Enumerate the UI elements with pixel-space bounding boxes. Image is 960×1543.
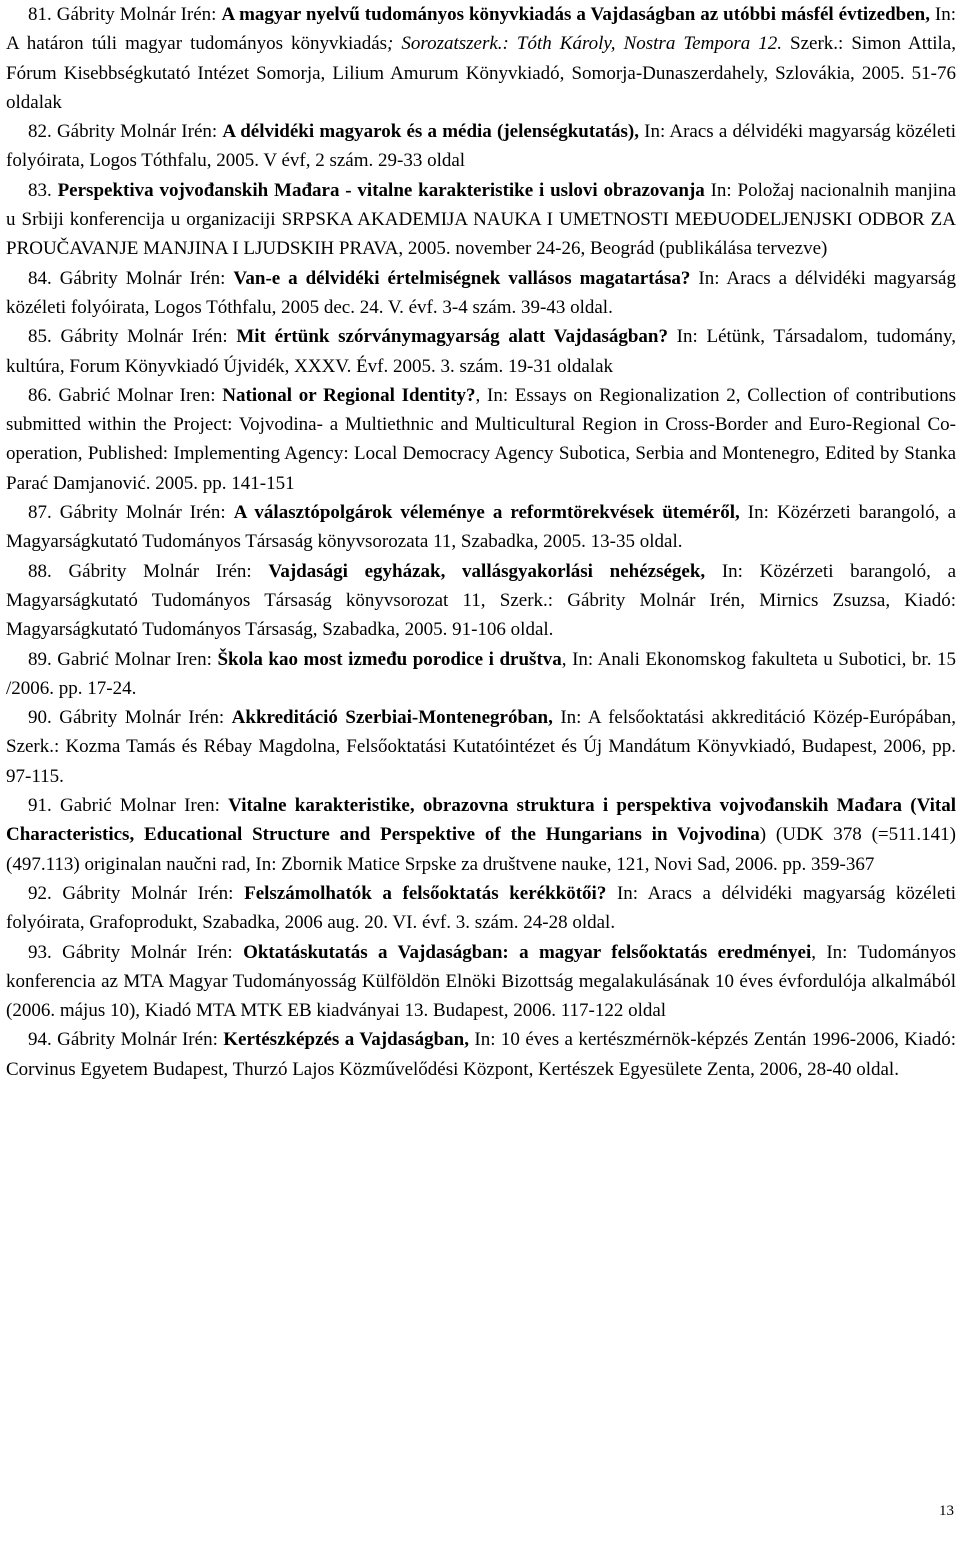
reference-entry-93 <box>6 938 956 1026</box>
entry-source: In: Aracs a délvidéki magyarság közéleti folyóirata, Grafoprodukt, Szabadka, 2006 aug. 20. VI. évf. 3. szám. 24-28 oldal. <box>6 882 957 934</box>
entry-author: Gabrić Molnar Iren: <box>59 795 220 817</box>
entry-title: Van-e a délvidéki értelmiségnek vallásos magatartása? <box>233 267 691 289</box>
entry-details: Szerk.: Simon Attila, Fórum Kisebbségkutató Intézet Somorja, Lilium Amurum Könyvkiadó, Somorja-Dunaszerdahely, Szlovákia, 2005. 51-76 oldalak <box>6 33 956 113</box>
entry-author: Gábrity Molnár Irén: <box>62 882 234 904</box>
entry-number: 89. <box>28 648 52 670</box>
reference-entry-94 <box>6 1025 956 1084</box>
entry-source: In: Aracs a délvidéki magyarság közéleti folyóirata, Logos Tóthfalu, 2005. V évf, 2 szám. 29-33 oldal <box>6 121 957 172</box>
entry-author: Gábrity Molnár Irén: <box>56 121 218 143</box>
entry-title: National or Regional Identity? <box>222 384 476 406</box>
reference-entry-81 <box>6 0 956 117</box>
entry-number: 87. <box>28 502 52 524</box>
entry-number: 91. <box>28 795 52 817</box>
entry-number: 93. <box>28 941 52 963</box>
entry-title: A választópolgárok véleménye a reformtörekvések üteméről, <box>233 502 740 524</box>
entry-number: 82. <box>28 121 52 143</box>
entry-author: Gábrity Molnár Irén: <box>59 267 226 289</box>
entry-title: Vajdasági egyházak, vallásgyakorlási nehézségek, <box>268 560 706 582</box>
entry-author: Gabrić Molnar Iren: <box>57 648 212 670</box>
entry-title: Akkreditáció Szerbiai-Montenegróban, <box>231 707 553 729</box>
entry-title: Kertészképzés a Vajdaságban, <box>223 1029 469 1051</box>
entry-source: In: 10 éves a kertészmérnök-képzés Zentán 1996-2006, Kiadó: Corvinus Egyetem Budapest, Thurzó Lajos Közművelődési Központ, Kertészek Egyesülete Zenta, 2006, 28-40 oldal. <box>6 1029 956 1080</box>
entry-source: In: Aracs a délvidéki magyarság közéleti folyóirata, Logos Tóthfalu, 2005 dec. 24. V. évf. 3-4 szám. 39-43 oldal. <box>6 267 956 318</box>
entry-title: Škola kao most između porodice i društva <box>217 648 562 670</box>
entry-title: A magyar nyelvű tudományos könyvkiadás a Vajdaságban az utóbbi másfél évtizedben, <box>221 4 930 25</box>
entry-number: 88. <box>28 560 52 582</box>
reference-entry-83 <box>6 176 956 264</box>
entry-author: Gábrity Molnár Irén: <box>62 941 233 963</box>
entry-author: Gábrity Molnár Irén: <box>57 1029 218 1051</box>
entry-number: 94. <box>28 1029 52 1051</box>
entry-source: , In: Anali Ekonomskog fakulteta u Subotici, br. 15 /2006. pp. 17-24. <box>6 648 957 699</box>
reference-entry-82 <box>6 117 956 176</box>
entry-source: In: Közérzeti barangoló, a Magyarságkutató Tudományos Társaság könyvsorozata 11, Szabadka, 2005. 13-35 oldal. <box>6 502 956 553</box>
entry-number: 85. <box>28 326 52 348</box>
reference-entry-89 <box>6 645 956 704</box>
entry-number: 81. <box>28 4 52 25</box>
entry-author: Gábrity Molnár Irén: <box>68 560 252 582</box>
entry-number: 86. <box>28 384 52 406</box>
entry-source: ) (UDK 378 (=511.141)(497.113) originalan naučni rad, In: Zbornik Matice Srpske za društvene nauke, 121, Novi Sad, 2006. pp. 359-367 <box>6 824 956 875</box>
entry-source: In: A határon túli magyar tudományos könyvkiadás <box>6 4 957 55</box>
reference-entry-84 <box>6 264 956 323</box>
entry-series: ; Sorozatszerk.: Tóth Károly, Nostra Tempora 12. <box>387 33 783 55</box>
reference-entry-90 <box>6 703 956 791</box>
entry-number: 90. <box>28 707 52 729</box>
entry-title: Mit értünk szórványmagyarság alatt Vajdaságban? <box>236 326 668 348</box>
entry-title: Vitalne karakteristike, obrazovna struktura i perspektiva vojvođanskih Mađara (Vital Characteristics, Educational Structure and Perspektive of the Hungarians in Vojvodina <box>6 795 957 846</box>
reference-entry-87 <box>6 498 956 557</box>
entry-source: , In: Essays on Regionalization 2, Collection of contributions submitted within the Project: Vojvodina- a Multiethnic and Multicultural Region in Cross-Border and Euro-Regional Co-operation, Published: Implementing Agency: Local Democracy Agency Subotica, Serbia and Montenegro, Edited by Stanka Parać Damjanović. 2005. pp. 141-151 <box>6 384 957 494</box>
reference-entry-86 <box>6 381 956 498</box>
entry-title: A délvidéki magyarok és a média (jelenségkutatás), <box>222 121 639 143</box>
entry-number: 92. <box>28 882 52 904</box>
reference-entry-92 <box>6 879 956 938</box>
entry-title: Perspektiva vojvođanskih Mađara - vitalne karakteristike i uslovi obrazovanja <box>57 179 705 201</box>
reference-entry-85 <box>6 322 956 381</box>
reference-entry-88 <box>6 557 956 645</box>
page-number: 13 <box>939 1503 954 1519</box>
entry-author: Gábrity Molnár Irén: <box>60 326 228 348</box>
reference-entry-91 <box>6 791 956 879</box>
entry-title: Oktatáskutatás a Vajdaságban: a magyar felsőoktatás eredményei <box>243 941 812 963</box>
entry-author: Gábrity Molnár Irén: <box>59 502 226 524</box>
entry-source: In: A felsőoktatási akkreditáció Közép-Európában, Szerk.: Kozma Tamás és Rébay Magdolna, Felsőoktatási Kutatóintézet és Új Mandátum Könyvkiadó, Budapest, 2006, pp. 97-115. <box>6 707 957 787</box>
reference-list <box>6 0 956 1084</box>
entry-author: Gábrity Molnár Irén: <box>56 4 217 25</box>
entry-source: In: Létünk, Társadalom, tudomány, kultúra, Forum Könyvkiadó Újvidék, XXXV. Évf. 2005. 3. szám. 19-31 oldalak <box>6 326 957 377</box>
entry-number: 83. <box>28 179 52 201</box>
entry-number: 84. <box>28 267 52 289</box>
entry-source: In: Položaj nacionalnih manjina u Srbiji konferencija u organizaciji SRPSKA AKADEMIJA NAUKA I UMETNOSTI MEĐUODELJENJSKI ODBOR ZA PROUČAVANJE MANJINA I LJUDSKIH PRAVA, 2005. november 24-26, Beográd (publikálása tervezve) <box>6 179 957 260</box>
entry-author: Gabrić Molnar Iren: <box>58 384 216 406</box>
entry-title: Felszámolhatók a felsőoktatás kerékkötői? <box>244 882 607 904</box>
entry-source: In: Közérzeti barangoló, a Magyarságkutató Tudományos Társaság könyvsorozat 11, Szerk.: Gábrity Molnár Irén, Mirnics Zsuzsa, Kiadó: Magyarságkutató Tudományos Társaság, Szabadka, 2005. 91-106 oldal. <box>6 560 957 641</box>
entry-source: , In: Tudományos konferencia az MTA Magyar Tudományosság Külföldön Elnöki Bizottság megalakulásának 10 éves évfordulója alkalmából (2006. május 10), Kiadó MTA MTK EB kiadványai 13. Budapest, 2006. 117-122 oldal <box>6 941 957 1022</box>
entry-author: Gábrity Molnár Irén: <box>59 707 225 729</box>
